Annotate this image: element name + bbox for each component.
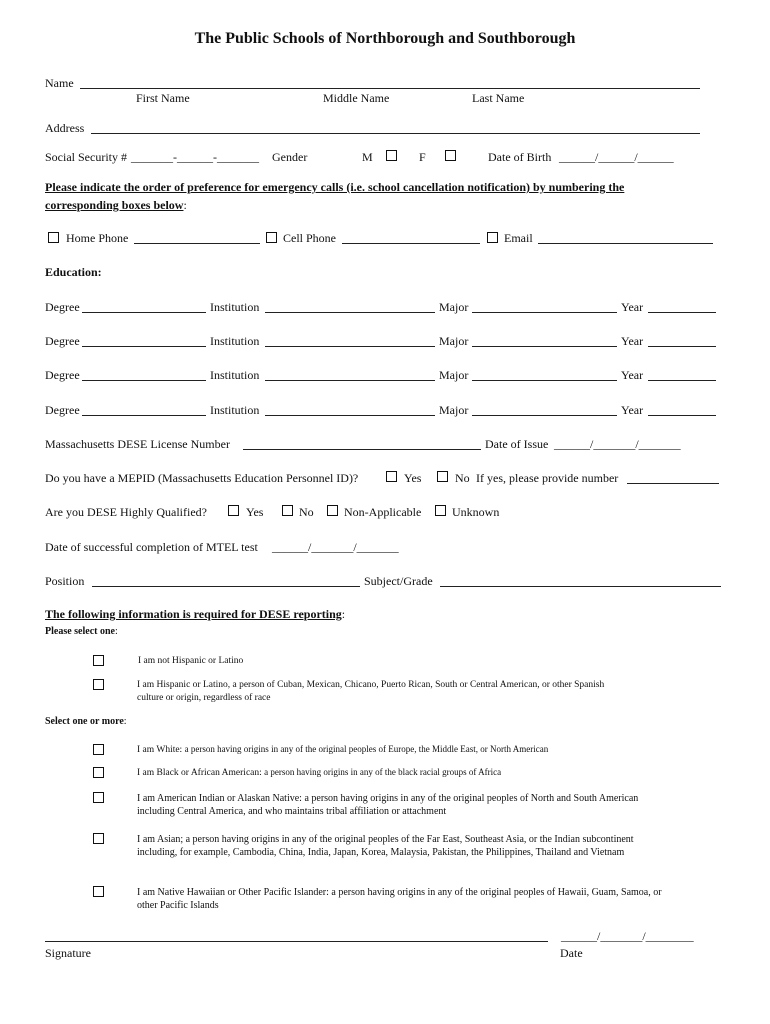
qualified-no-checkbox[interactable] bbox=[282, 505, 293, 516]
select-more-colon: : bbox=[123, 716, 127, 727]
emergency-instruction-colon: : bbox=[183, 198, 187, 212]
name-field[interactable] bbox=[80, 88, 700, 89]
degree-label: Degree bbox=[45, 403, 80, 417]
gender-m-label: M bbox=[362, 150, 373, 164]
year-label: Year bbox=[621, 368, 644, 382]
select-one-colon: : bbox=[114, 626, 118, 637]
home-phone-checkbox[interactable] bbox=[48, 232, 59, 243]
race-white-checkbox[interactable] bbox=[93, 744, 104, 755]
dob-label: Date of Birth bbox=[488, 150, 552, 164]
cell-phone-checkbox[interactable] bbox=[266, 232, 277, 243]
middle-name-caption: Middle Name bbox=[323, 91, 390, 105]
degree-field[interactable] bbox=[82, 380, 206, 381]
dese-heading: The following information is required for DESE reporting bbox=[45, 607, 342, 621]
institution-label: Institution bbox=[210, 368, 260, 382]
race-pacific-islander-checkbox[interactable] bbox=[93, 886, 104, 897]
year-field[interactable] bbox=[648, 312, 716, 313]
mepid-yes-label: Yes bbox=[404, 471, 422, 485]
institution-field[interactable] bbox=[265, 380, 435, 381]
cell-phone-field[interactable] bbox=[342, 243, 480, 244]
qualified-no-label: No bbox=[299, 505, 314, 519]
gender-f-checkbox[interactable] bbox=[445, 150, 456, 161]
license-label: Massachusetts DESE License Number bbox=[45, 437, 230, 451]
race-asian-lead: I am Asian; bbox=[137, 834, 184, 845]
degree-label: Degree bbox=[45, 368, 80, 382]
major-label: Major bbox=[439, 368, 469, 382]
year-label: Year bbox=[621, 403, 644, 417]
cell-phone-label: Cell Phone bbox=[283, 231, 336, 245]
not-hispanic-checkbox[interactable] bbox=[93, 655, 104, 666]
hispanic-checkbox[interactable] bbox=[93, 679, 104, 690]
race-white-lead: I am White: bbox=[137, 745, 183, 755]
address-label: Address bbox=[45, 121, 85, 135]
mtel-label: Date of successful completion of MTEL test bbox=[45, 540, 258, 554]
degree-label: Degree bbox=[45, 300, 80, 314]
dob-field[interactable]: ______/______/______ bbox=[559, 150, 674, 164]
institution-field[interactable] bbox=[265, 415, 435, 416]
page-title: The Public Schools of Northborough and Southborough bbox=[194, 30, 576, 47]
degree-field[interactable] bbox=[82, 346, 206, 347]
major-field[interactable] bbox=[472, 380, 617, 381]
race-asian-text: a person having origins in any of the original peoples of the Far East, Southeast Asia, or the Indian subcontinent including, for example, Cambodia, China, India, Japan, Korea, Malaysia, Pakistan, the Philippines, Thailand and Vietnam bbox=[137, 834, 634, 858]
race-native-american-lead: I am American Indian or Alaskan Native: bbox=[137, 793, 302, 804]
race-native-american-checkbox[interactable] bbox=[93, 792, 104, 803]
major-field[interactable] bbox=[472, 415, 617, 416]
gender-f-label: F bbox=[419, 150, 426, 164]
major-label: Major bbox=[439, 403, 469, 417]
issue-date-field[interactable]: ______/_______/_______ bbox=[554, 437, 681, 451]
major-field[interactable] bbox=[472, 346, 617, 347]
year-label: Year bbox=[621, 334, 644, 348]
race-asian-checkbox[interactable] bbox=[93, 833, 104, 844]
institution-label: Institution bbox=[210, 403, 260, 417]
home-phone-field[interactable] bbox=[134, 243, 260, 244]
last-name-caption: Last Name bbox=[472, 91, 525, 105]
mepid-yes-checkbox[interactable] bbox=[386, 471, 397, 482]
email-label: Email bbox=[504, 231, 533, 245]
institution-label: Institution bbox=[210, 334, 260, 348]
mtel-date-field[interactable]: ______/_______/_______ bbox=[272, 540, 399, 554]
hispanic-label: I am Hispanic or Latino, a person of Cuban, Mexican, Chicano, Puerto Rican, South or Central American, or other Spanish culture or origin, regardless of race bbox=[137, 680, 605, 703]
subject-grade-field[interactable] bbox=[440, 586, 721, 587]
qualified-unknown-label: Unknown bbox=[452, 505, 500, 519]
signature-label: Signature bbox=[45, 946, 91, 960]
qualified-yes-checkbox[interactable] bbox=[228, 505, 239, 516]
institution-label: Institution bbox=[210, 300, 260, 314]
education-heading: Education: bbox=[45, 265, 102, 279]
signature-field[interactable] bbox=[45, 941, 548, 942]
qualified-na-label: Non-Applicable bbox=[344, 505, 422, 519]
issue-date-label: Date of Issue bbox=[485, 437, 549, 451]
race-black-lead: I am Black or African American: bbox=[137, 768, 262, 778]
year-field[interactable] bbox=[648, 380, 716, 381]
year-label: Year bbox=[621, 300, 644, 314]
race-black-checkbox[interactable] bbox=[93, 767, 104, 778]
qualified-na-checkbox[interactable] bbox=[327, 505, 338, 516]
home-phone-label: Home Phone bbox=[66, 231, 129, 245]
qualified-unknown-checkbox[interactable] bbox=[435, 505, 446, 516]
race-black-label bbox=[137, 767, 501, 778]
ssn-label: Social Security # bbox=[45, 150, 127, 164]
year-field[interactable] bbox=[648, 415, 716, 416]
race-black-text: a person having origins in any of the black racial groups of Africa bbox=[264, 767, 502, 777]
race-native-american-label bbox=[137, 792, 667, 818]
emergency-instruction-line2: corresponding boxes below bbox=[45, 198, 184, 212]
signature-date-label: Date bbox=[560, 946, 583, 960]
name-label: Name bbox=[45, 76, 74, 90]
year-field[interactable] bbox=[648, 346, 716, 347]
gender-label: Gender bbox=[272, 150, 308, 164]
email-checkbox[interactable] bbox=[487, 232, 498, 243]
degree-field[interactable] bbox=[82, 312, 206, 313]
qualified-yes-label: Yes bbox=[246, 505, 264, 519]
position-field[interactable] bbox=[92, 586, 360, 587]
race-white-text: a person having origins in any of the original peoples of Europe, the Middle East, or North American bbox=[184, 744, 549, 754]
signature-date-field[interactable]: ______/_______/________ bbox=[561, 929, 694, 943]
mepid-no-label: No bbox=[455, 471, 470, 485]
degree-label: Degree bbox=[45, 334, 80, 348]
emergency-instruction-line1: Please indicate the order of preference for emergency calls (i.e. school cancellation notification) by numbering the bbox=[45, 180, 625, 194]
race-native-american-text: a person having origins in any of the original peoples of North and South American including Central America, and who maintains tribal affiliation or attachment bbox=[137, 793, 639, 817]
race-pacific-islander-text: a person having origins in any of the original peoples of Hawaii, Guam, Samoa, or other Pacific Islands bbox=[137, 887, 662, 911]
race-asian-label bbox=[137, 833, 667, 859]
race-pacific-islander-lead: I am Native Hawaiian or Other Pacific Islander: bbox=[137, 887, 329, 898]
race-pacific-islander-label bbox=[137, 886, 667, 912]
not-hispanic-label: I am not Hispanic or Latino bbox=[138, 656, 244, 666]
major-label: Major bbox=[439, 334, 469, 348]
address-field[interactable] bbox=[91, 133, 700, 134]
institution-field[interactable] bbox=[265, 312, 435, 313]
mepid-followup: If yes, please provide number bbox=[476, 471, 619, 485]
gender-m-checkbox[interactable] bbox=[386, 150, 397, 161]
mepid-question: Do you have a MEPID (Massachusetts Education Personnel ID)? bbox=[45, 471, 359, 485]
dese-heading-colon: : bbox=[341, 607, 346, 621]
major-field[interactable] bbox=[472, 312, 617, 313]
degree-field[interactable] bbox=[82, 415, 206, 416]
mepid-number-field[interactable] bbox=[627, 483, 719, 484]
position-label: Position bbox=[45, 574, 85, 588]
select-one-label: Please select one bbox=[45, 626, 115, 637]
mepid-no-checkbox[interactable] bbox=[437, 471, 448, 482]
ssn-field[interactable]: _______-______-_______ bbox=[131, 150, 259, 164]
select-more-label: Select one or more bbox=[45, 716, 124, 727]
license-number-field[interactable] bbox=[243, 449, 481, 450]
first-name-caption: First Name bbox=[136, 91, 190, 105]
institution-field[interactable] bbox=[265, 346, 435, 347]
qualified-question: Are you DESE Highly Qualified? bbox=[45, 505, 207, 519]
race-white-label bbox=[137, 744, 548, 755]
email-field[interactable] bbox=[538, 243, 713, 244]
subject-grade-label: Subject/Grade bbox=[364, 574, 433, 588]
major-label: Major bbox=[439, 300, 469, 314]
